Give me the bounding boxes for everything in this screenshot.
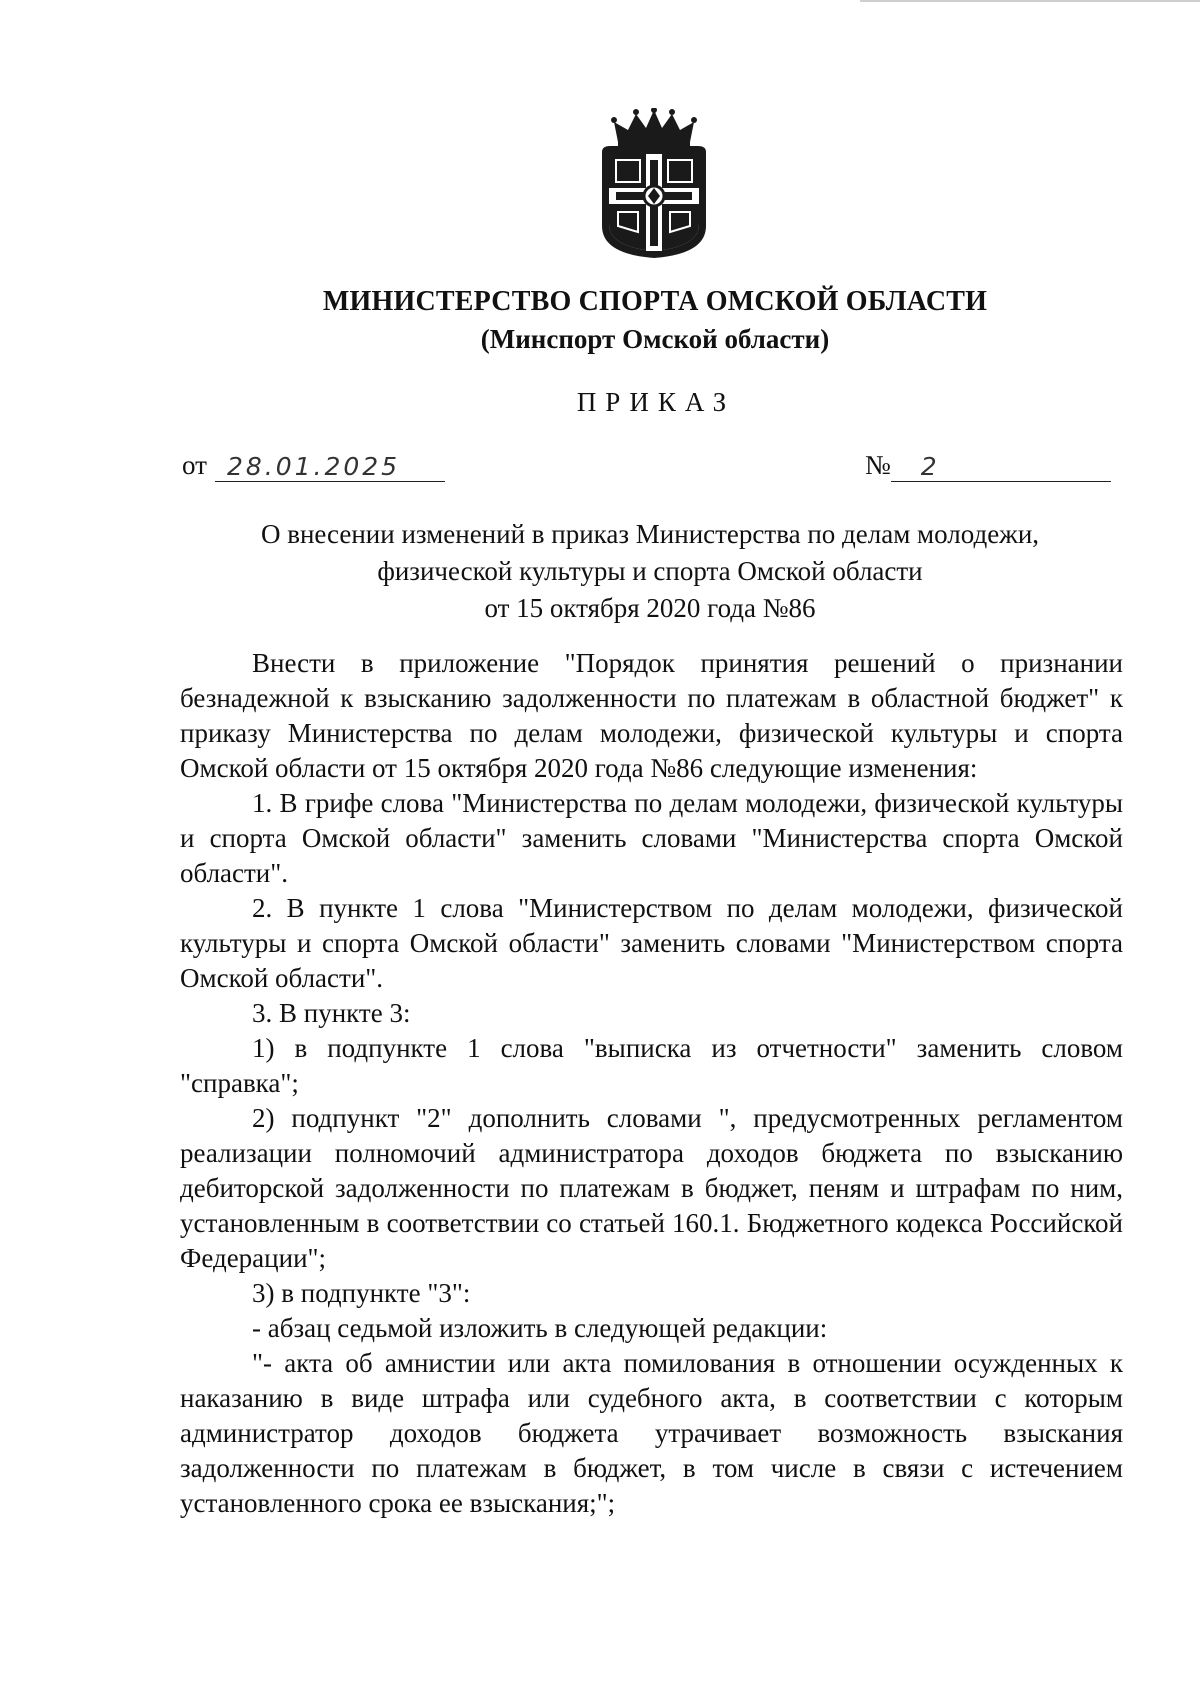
order-number-row — [865, 448, 1111, 482]
subject-line: физической культуры и спорта Омской области — [377, 556, 923, 586]
body-paragraph-intro: Внести в приложение "Порядок принятия решений о признании безнадежной к взысканию задолженности по платежам в областной бюджет" к приказу Министерства по делам молодежи, физической культуры и спорта Омской области от 15 октября 2020 года №86 следующие изменения: — [180, 648, 1123, 783]
order-number-value: 2 — [891, 452, 1111, 482]
ministry-name: МИНИСТЕРСТВО СПОРТА ОМСКОЙ ОБЛАСТИ — [322, 286, 988, 317]
body-paragraph-item-2: 2. В пункте 1 слова "Министерством по делам молодежи, физической культуры и спорта Омской области" заменить словами "Министерством спорта Омской области". — [180, 893, 1123, 993]
body-paragraph-abzac: - абзац седьмой изложить в следующей редакции: — [252, 1313, 828, 1343]
order-date-row — [182, 448, 445, 482]
ministry-short-name: (Минспорт Омской области) — [480, 324, 830, 354]
body-paragraph-item-1: 1. В грифе слова "Министерства по делам молодежи, физической культуры и спорта Омской области" заменить словами "Министерства спорта Омской области". — [180, 788, 1123, 888]
order-date-value: 28.01.2025 — [215, 452, 445, 482]
body-paragraph-subitem-1: 1) в подпункте 1 слова "выписка из отчетности" заменить словом "справка"; — [180, 1033, 1123, 1098]
subject-line: О внесении изменений в приказ Министерства по делам молодежи, — [260, 519, 1040, 549]
coat-of-arms-icon — [596, 108, 712, 260]
scan-edge-line — [860, 0, 1200, 2]
body-paragraph-item-3: 3. В пункте 3: — [252, 998, 411, 1028]
body-paragraph-subitem-2: 2) подпункт "2" дополнить словами ", предусмотренных регламентом реализации полномочий администратора доходов бюджета по взысканию дебиторской задолженности по платежам в бюджет, пеням и штрафам по ним, установленным в соответствии со статьей 160.1. Бюджетного кодекса Российской Федерации"; — [180, 1103, 1123, 1273]
order-body — [180, 646, 1123, 1521]
body-paragraph-subitem-3: 3) в подпункте "3": — [252, 1278, 471, 1308]
date-prefix-label: от — [182, 450, 207, 480]
number-prefix-label: № — [865, 450, 891, 480]
body-paragraph-quote: "- акта об амнистии или акта помилования в отношении осужденных к наказанию в виде штрафа или судебного акта, в соответствии с которым администратор доходов бюджета утрачивает возможность взыскания задолженности по платежам в бюджет, в том числе в связи с истечением установленного срока ее взыскания;"; — [180, 1348, 1123, 1518]
order-subject — [180, 516, 1120, 627]
document-type-title: ПРИКАЗ — [576, 387, 736, 417]
subject-line: от 15 октября 2020 года №86 — [484, 593, 816, 623]
